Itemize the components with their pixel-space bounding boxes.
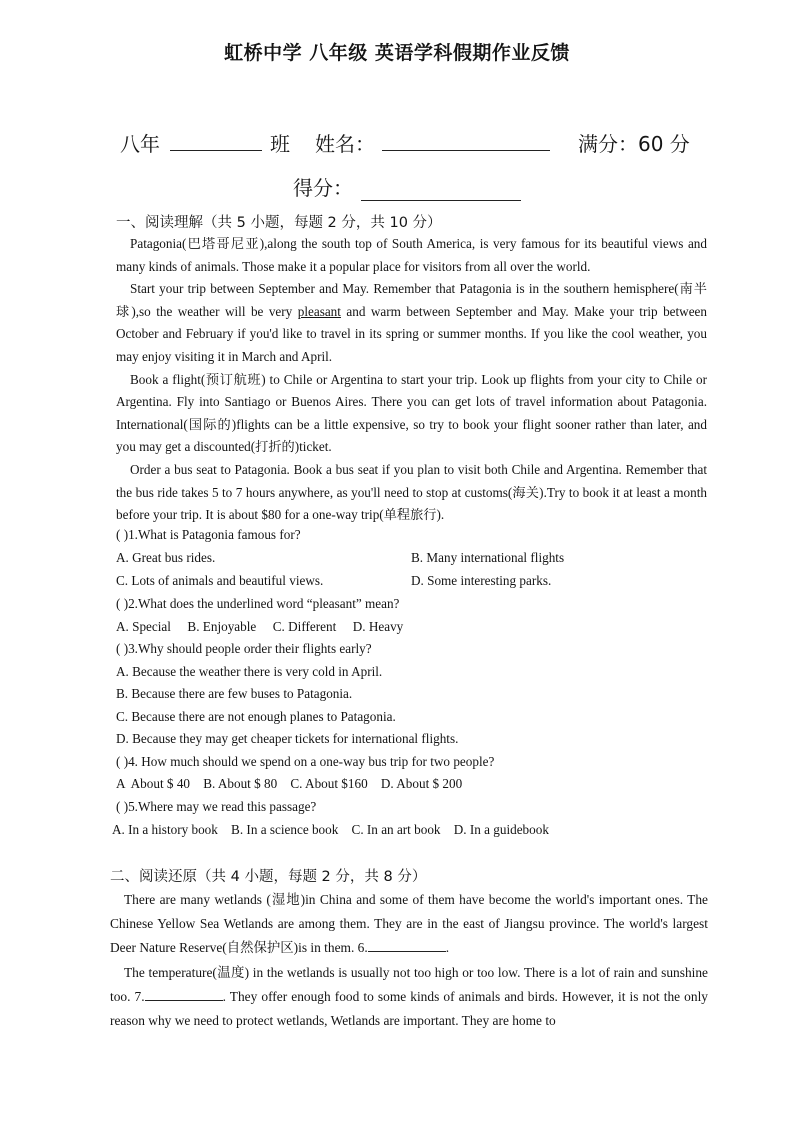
q5-options: A. In a history book B. In a science book C. In an art book D. In a guidebook	[112, 822, 549, 837]
answer-blank-6	[368, 937, 446, 952]
section2-p2-end: . They offer enough food to some kinds of animals and birds. However, it is not the only reason why we need to protect wetlands, Wetlands are important. They are home to	[110, 988, 708, 1029]
class-label: 班	[270, 132, 290, 156]
passage-paragraph-4: Order a bus seat to Patagonia. Book a bus seat if you plan to visit both Chile and Argentina. Remember that the bus ride takes 5 to 7 hours anywhere, as you'll need to stop at customs(海关).Try to book it at least a month before your trip. It is about $80 for a one-way trip(单程旅行).	[116, 461, 707, 523]
section2-p1-end: .	[445, 940, 450, 956]
q1-option-c: C. Lots of animals and beautiful views.	[116, 573, 324, 588]
passage-paragraph-3: Book a flight(预订航班) to Chile or Argentina to start your trip. Look up flights from your city to Chile or Argentina. Fly into Santiago or Buenos Aires. There you can get lots of travel information about Patagonia. International(国际的)flights can be a little expensive, so try to book your flight sooner rather than later, and you may get a discounted(打折的)ticket.	[116, 371, 707, 455]
paragraph-2-text-b: and warm between September and May. Make your trip between October and February if you'd like to travel in its spring or summer months. If you like the cool weather, you may enjoy visiting it in March and April.	[116, 303, 707, 364]
q3-option-b: B. Because there are few buses to Patagonia.	[116, 686, 353, 701]
student-info-row	[120, 128, 720, 160]
section1-heading: 一、阅读理解（共 5 小题，每题 2 分，共 10 分）	[116, 215, 442, 231]
section1-passage	[116, 233, 707, 527]
score-blank	[361, 178, 521, 201]
section2-paragraph-2	[110, 961, 708, 1034]
section2-p2-text: The temperature(温度) in the wetlands is usually not too high or too low. There is a lot of rain and sunshine too. 7.	[110, 964, 708, 1004]
section2-p1-text: There are many wetlands (湿地)in China and some of them have become the world's important ones. The Chinese Yellow Sea Wetlands are among them. They are in the east of Jiangsu province. The world's largest Deer Nature Reserve(自然保护区)is in them. 6.	[110, 892, 708, 956]
q3-option-c: C. Because there are not enough planes to Patagonia.	[116, 709, 396, 724]
q4-options: A About $ 40 B. About $ 80 C. About $160 D. About $ 200	[116, 776, 463, 791]
section2-heading: 二、阅读还原（共 4 小题，每题 2 分，共 8 分）	[110, 869, 427, 885]
name-label: 姓名：	[315, 132, 375, 156]
full-score-label: 满分：60 分	[578, 132, 690, 156]
passage-paragraph-2	[116, 278, 707, 368]
q3-option-d: D. Because they may get cheaper tickets for international flights.	[116, 731, 459, 746]
page-title: 虹桥中学 八年级 英语学科假期作业反馈	[224, 42, 570, 64]
question-2: ( )2.What does the underlined word “pleasant” mean?	[116, 596, 400, 611]
score-label: 得分：	[293, 176, 353, 200]
answer-blank-7	[145, 986, 223, 1001]
question-4: ( )4. How much should we spend on a one-way bus trip for two people?	[116, 754, 495, 769]
paragraph-2-text-a: Start your trip between September and May. Remember that Patagonia is in the southern hemisphere(南半球),so the weather will be very	[116, 281, 707, 319]
q3-option-a: A. Because the weather there is very cold in April.	[116, 664, 383, 679]
q2-options: A. Special B. Enjoyable C. Different D. Heavy	[116, 619, 404, 634]
question-1: ( )1.What is Patagonia famous for?	[116, 527, 301, 542]
q1-option-a: A. Great bus rides.	[116, 550, 216, 565]
section2-paragraph-1	[110, 888, 708, 961]
passage-paragraph-1: Patagonia(巴塔哥尼亚),along the south top of South America, is very famous for its beautiful views and many kinds of animals. Those make it a popular place for visitors from all over the world.	[116, 236, 707, 274]
score-row	[293, 172, 521, 201]
q1-option-d: D. Some interesting parks.	[411, 573, 552, 588]
section2-passage	[110, 888, 708, 1033]
question-5: ( )5.Where may we read this passage?	[116, 799, 317, 814]
question-3: ( )3.Why should people order their flights early?	[116, 641, 372, 656]
underlined-word: pleasant	[297, 303, 341, 319]
grade-label: 八年	[120, 132, 160, 156]
q1-option-b: B. Many international flights	[411, 550, 565, 565]
